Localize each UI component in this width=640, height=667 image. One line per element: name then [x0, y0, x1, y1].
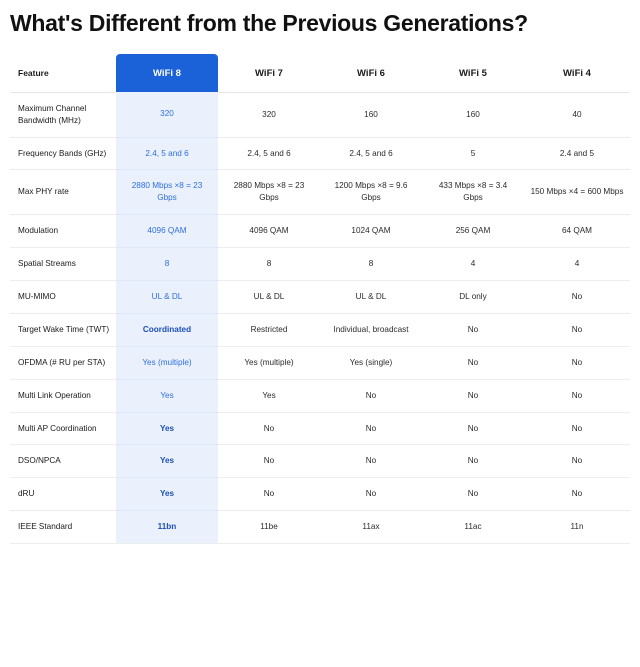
table-row — [10, 170, 630, 215]
cell-wifi4: 40 — [524, 92, 630, 137]
cell-wifi8: 2.4, 5 and 6 — [116, 137, 218, 170]
cell-wifi5: 160 — [422, 92, 524, 137]
cell-wifi6: 160 — [320, 92, 422, 137]
cell-wifi4: 150 Mbps ×4 = 600 Mbps — [524, 170, 630, 215]
row-feature-label: Maximum Channel Bandwidth (MHz) — [10, 92, 116, 137]
row-feature-label: Multi Link Operation — [10, 379, 116, 412]
cell-wifi5: DL only — [422, 280, 524, 313]
cell-wifi5: No — [422, 379, 524, 412]
cell-wifi5: No — [422, 478, 524, 511]
cell-wifi8: Yes — [116, 445, 218, 478]
cell-wifi7: 320 — [218, 92, 320, 137]
column-header-wifi6: WiFi 6 — [320, 54, 422, 93]
table-row — [10, 445, 630, 478]
cell-wifi6: No — [320, 478, 422, 511]
cell-wifi6: 2.4, 5 and 6 — [320, 137, 422, 170]
column-header-wifi7: WiFi 7 — [218, 54, 320, 93]
cell-wifi5: 433 Mbps ×8 = 3.4 Gbps — [422, 170, 524, 215]
cell-wifi8: 8 — [116, 248, 218, 281]
cell-wifi6: 1024 QAM — [320, 215, 422, 248]
cell-wifi4: 11n — [524, 511, 630, 544]
table-row — [10, 215, 630, 248]
cell-wifi4: No — [524, 379, 630, 412]
column-header-wifi8: WiFi 8 — [116, 54, 218, 93]
row-feature-label: dRU — [10, 478, 116, 511]
cell-wifi7: No — [218, 412, 320, 445]
column-header-feature: Feature — [10, 54, 116, 93]
cell-wifi6: Yes (single) — [320, 346, 422, 379]
table-row — [10, 248, 630, 281]
cell-wifi5: No — [422, 346, 524, 379]
row-feature-label: OFDMA (# RU per STA) — [10, 346, 116, 379]
row-feature-label: Frequency Bands (GHz) — [10, 137, 116, 170]
cell-wifi6: 1200 Mbps ×8 = 9.6 Gbps — [320, 170, 422, 215]
cell-wifi7: 4096 QAM — [218, 215, 320, 248]
table-header-row — [10, 54, 630, 93]
cell-wifi8: 11bn — [116, 511, 218, 544]
cell-wifi8: Coordinated — [116, 313, 218, 346]
cell-wifi5: 11ac — [422, 511, 524, 544]
cell-wifi8: Yes (multiple) — [116, 346, 218, 379]
cell-wifi5: 4 — [422, 248, 524, 281]
page-title: What's Different from the Previous Generations? — [10, 10, 528, 36]
table-row — [10, 280, 630, 313]
cell-wifi6: 11ax — [320, 511, 422, 544]
cell-wifi7: 11be — [218, 511, 320, 544]
row-feature-label: MU-MIMO — [10, 280, 116, 313]
cell-wifi4: No — [524, 412, 630, 445]
row-feature-label: Modulation — [10, 215, 116, 248]
table-row — [10, 511, 630, 544]
wifi-generation-comparison-table — [10, 54, 630, 544]
cell-wifi7: No — [218, 445, 320, 478]
cell-wifi6: Individual, broadcast — [320, 313, 422, 346]
cell-wifi4: No — [524, 313, 630, 346]
cell-wifi7: Yes — [218, 379, 320, 412]
cell-wifi8: UL & DL — [116, 280, 218, 313]
table-row — [10, 412, 630, 445]
cell-wifi7: 2.4, 5 and 6 — [218, 137, 320, 170]
cell-wifi6: UL & DL — [320, 280, 422, 313]
cell-wifi8: 2880 Mbps ×8 = 23 Gbps — [116, 170, 218, 215]
cell-wifi6: No — [320, 412, 422, 445]
cell-wifi5: 256 QAM — [422, 215, 524, 248]
cell-wifi5: No — [422, 313, 524, 346]
cell-wifi8: Yes — [116, 412, 218, 445]
column-header-wifi5: WiFi 5 — [422, 54, 524, 93]
cell-wifi4: 2.4 and 5 — [524, 137, 630, 170]
cell-wifi8: Yes — [116, 478, 218, 511]
row-feature-label: Spatial Streams — [10, 248, 116, 281]
table-row — [10, 379, 630, 412]
row-feature-label: Target Wake Time (TWT) — [10, 313, 116, 346]
cell-wifi7: 2880 Mbps ×8 = 23 Gbps — [218, 170, 320, 215]
cell-wifi7: UL & DL — [218, 280, 320, 313]
cell-wifi6: No — [320, 445, 422, 478]
row-feature-label: Max PHY rate — [10, 170, 116, 215]
cell-wifi8: 320 — [116, 92, 218, 137]
table-row — [10, 137, 630, 170]
cell-wifi4: 4 — [524, 248, 630, 281]
cell-wifi8: 4096 QAM — [116, 215, 218, 248]
table-row — [10, 478, 630, 511]
table-row — [10, 92, 630, 137]
row-feature-label: Multi AP Coordination — [10, 412, 116, 445]
cell-wifi7: Yes (multiple) — [218, 346, 320, 379]
cell-wifi4: No — [524, 346, 630, 379]
table-header — [10, 54, 630, 93]
cell-wifi6: 8 — [320, 248, 422, 281]
cell-wifi5: 5 — [422, 137, 524, 170]
column-header-wifi4: WiFi 4 — [524, 54, 630, 93]
cell-wifi7: 8 — [218, 248, 320, 281]
cell-wifi5: No — [422, 445, 524, 478]
table-row — [10, 313, 630, 346]
cell-wifi4: No — [524, 445, 630, 478]
cell-wifi4: No — [524, 478, 630, 511]
table-body — [10, 92, 630, 543]
cell-wifi7: No — [218, 478, 320, 511]
cell-wifi5: No — [422, 412, 524, 445]
row-feature-label: DSO/NPCA — [10, 445, 116, 478]
cell-wifi6: No — [320, 379, 422, 412]
cell-wifi8: Yes — [116, 379, 218, 412]
cell-wifi7: Restricted — [218, 313, 320, 346]
cell-wifi4: No — [524, 280, 630, 313]
row-feature-label: IEEE Standard — [10, 511, 116, 544]
table-row — [10, 346, 630, 379]
cell-wifi4: 64 QAM — [524, 215, 630, 248]
